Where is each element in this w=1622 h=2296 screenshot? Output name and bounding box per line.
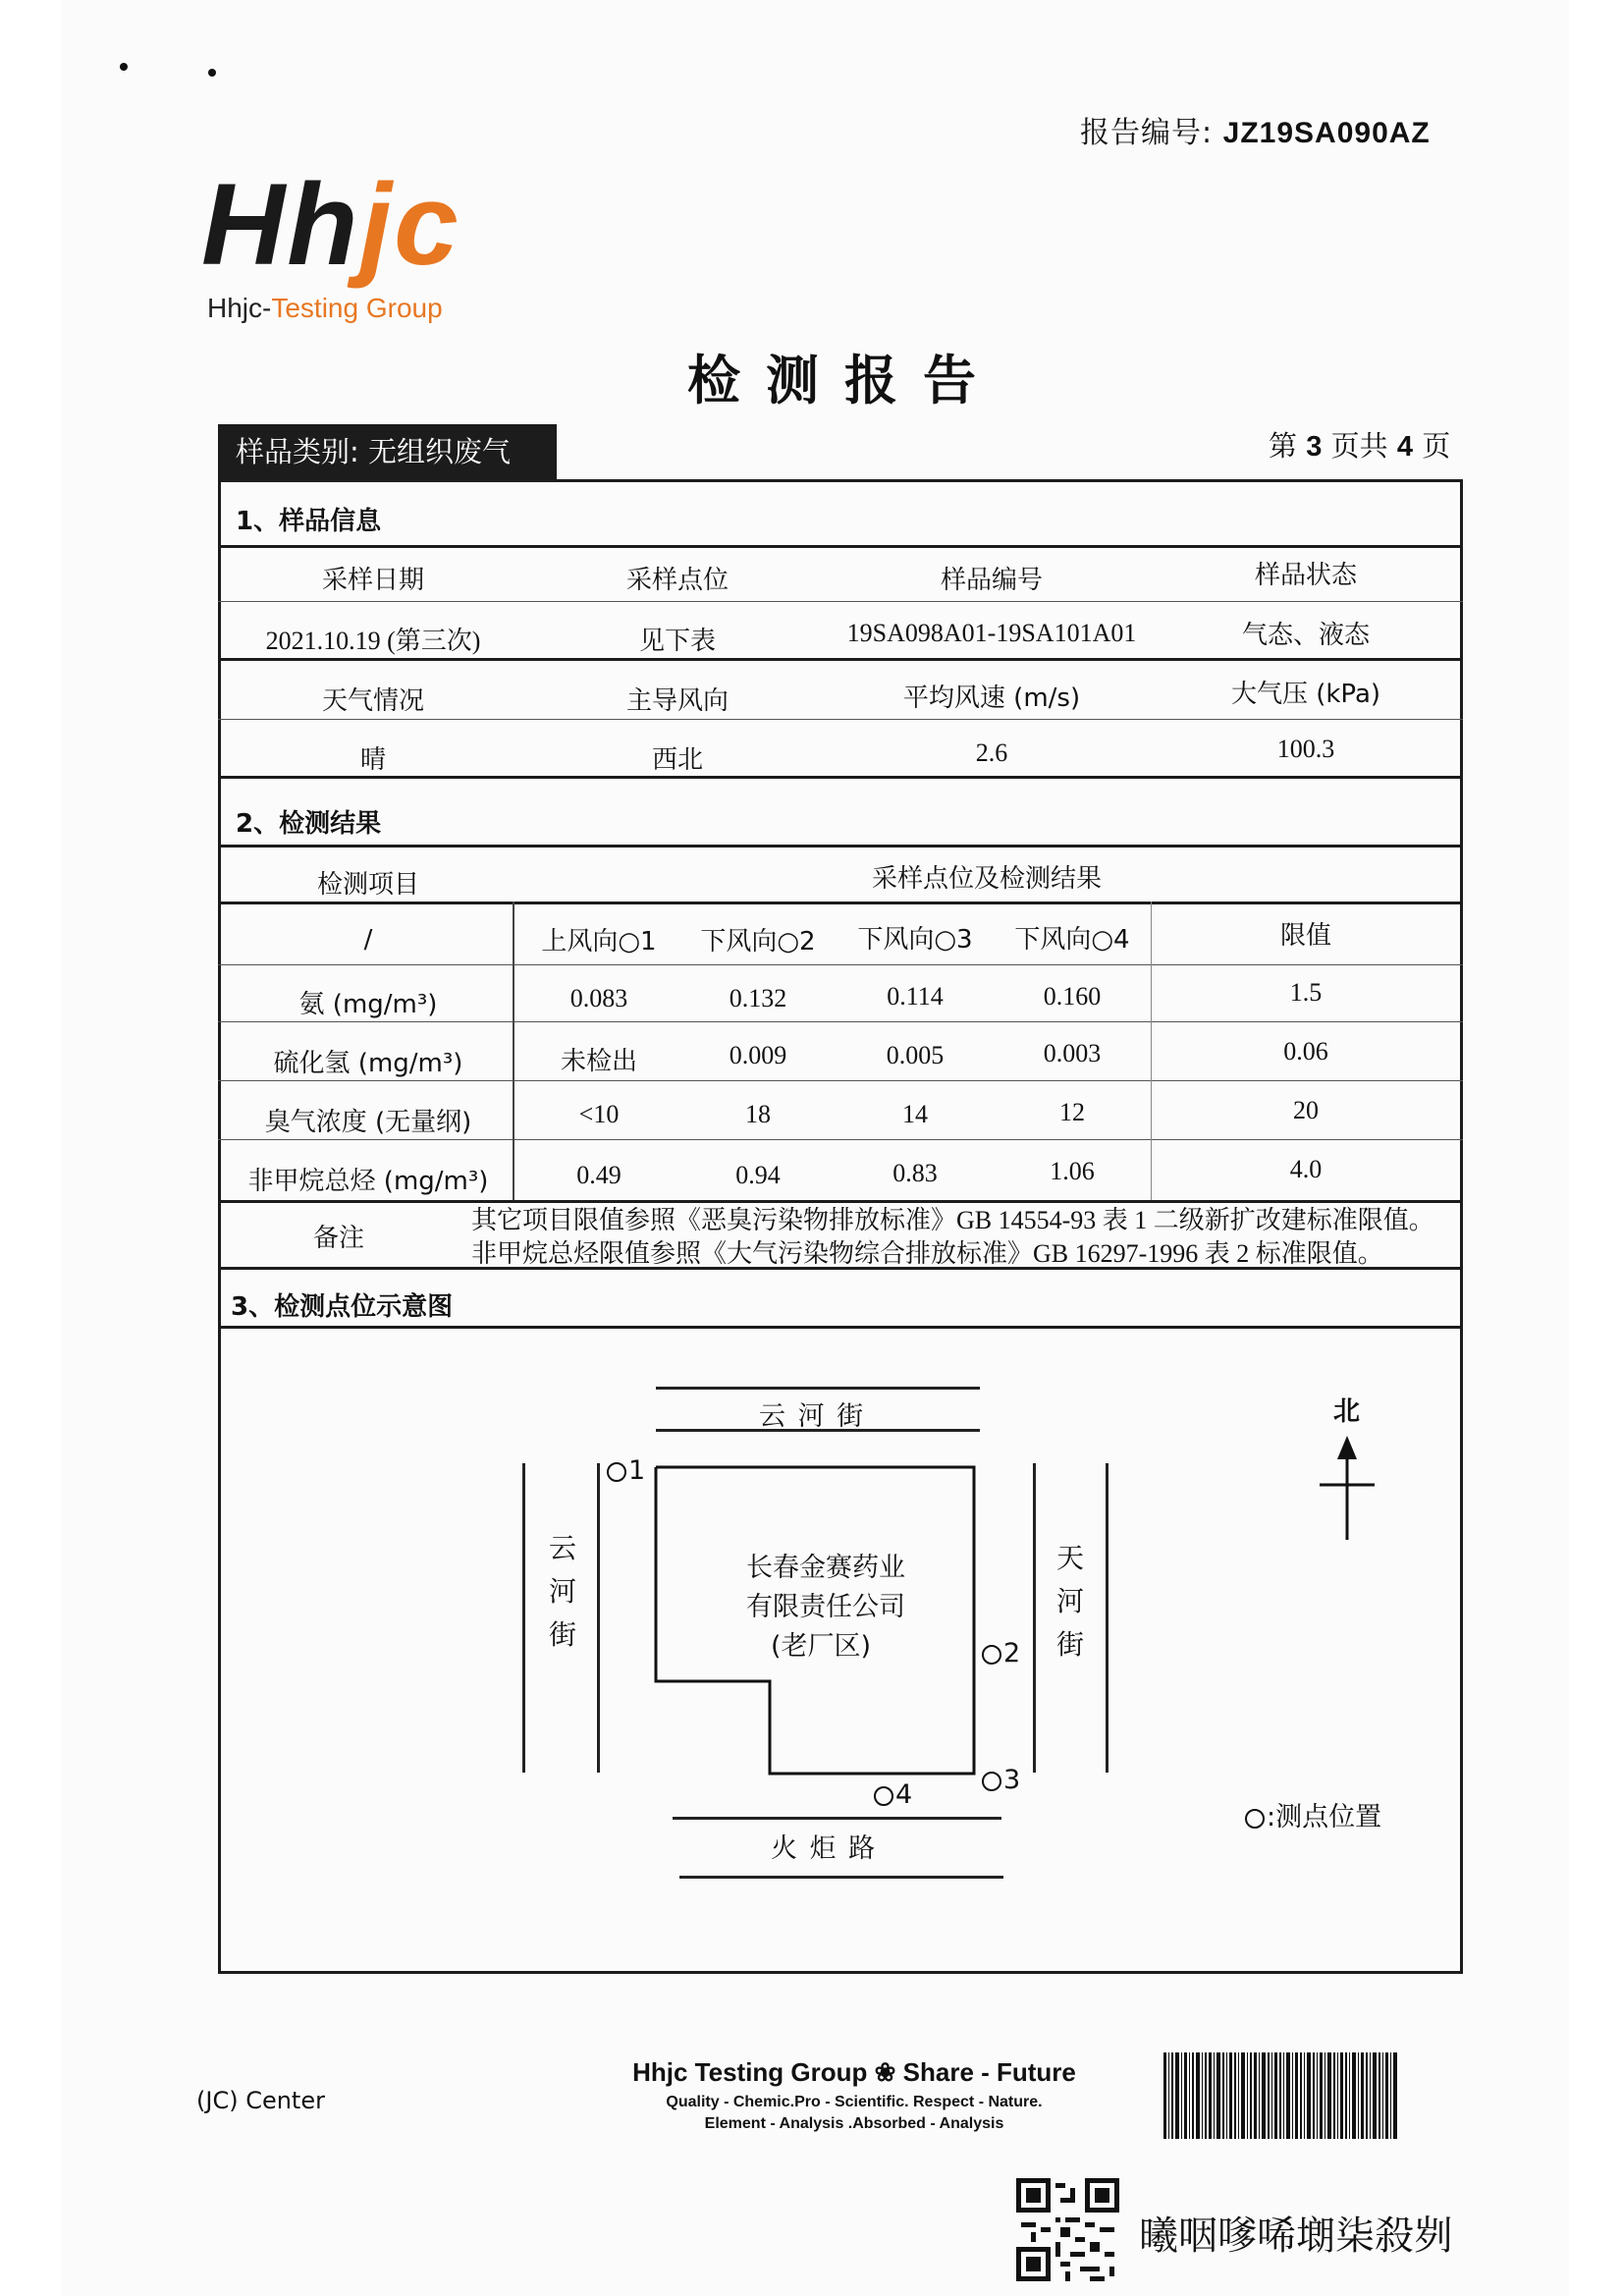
speck bbox=[120, 63, 128, 71]
road-line bbox=[1106, 1463, 1108, 1773]
row-value: 18 bbox=[745, 1100, 771, 1128]
header-wind-speed: 平均风速 (m/s) bbox=[902, 683, 1081, 713]
page-text: 页 bbox=[1422, 429, 1451, 463]
logo-letters-accent: jc bbox=[359, 160, 460, 290]
point-label: 4 bbox=[895, 1779, 913, 1810]
point-circle-icon bbox=[982, 1772, 1001, 1791]
subheader-point-2: 下风向○2 bbox=[700, 927, 816, 957]
subheader-point-4: 下风向○4 bbox=[1014, 925, 1130, 955]
road-line bbox=[597, 1463, 600, 1773]
road-char: 街 bbox=[1055, 1628, 1084, 1661]
row-value: 12 bbox=[1059, 1098, 1085, 1126]
report-number bbox=[1080, 108, 1431, 151]
value-sampling-site: 见下表 bbox=[638, 627, 716, 656]
header-pressure: 大气压 (kPa) bbox=[1230, 680, 1381, 709]
point-1-marker bbox=[607, 1455, 645, 1486]
remark-line-1: 其它项目限值参照《恶臭污染物排放标准》GB 14554-93 表 1 二级新扩改建标准限值。 bbox=[471, 1206, 1434, 1234]
report-number-label: 报告编号: bbox=[1080, 116, 1214, 150]
point-circle-icon bbox=[607, 1462, 626, 1482]
divider bbox=[218, 1139, 1463, 1140]
row-value: 0.114 bbox=[887, 982, 944, 1011]
header-wind-direction: 主导风向 bbox=[625, 686, 729, 716]
row-value: 0.160 bbox=[1043, 982, 1102, 1011]
remark-line-2: 非甲烷总烃限值参照《大气污染物综合排放标准》GB 16297-1996 表 2 标准限值。 bbox=[471, 1239, 1383, 1268]
row-limit: 1.5 bbox=[1289, 978, 1323, 1007]
divider bbox=[218, 601, 1463, 602]
legend bbox=[1245, 1795, 1381, 1833]
page-total: 4 bbox=[1396, 431, 1413, 463]
value-sampling-date: 2021.10.19 (第三次) bbox=[265, 627, 481, 655]
header-weather: 天气情况 bbox=[321, 686, 424, 716]
logo-letters: Hh bbox=[201, 160, 360, 290]
value-sample-state: 气态、液态 bbox=[1241, 621, 1370, 650]
row-value: 0.083 bbox=[569, 984, 628, 1012]
point-2-marker bbox=[982, 1638, 1020, 1668]
header-site-results: 采样点位及检测结果 bbox=[871, 864, 1102, 894]
point-label: 2 bbox=[1003, 1638, 1021, 1668]
row-value: 未检出 bbox=[560, 1047, 637, 1076]
subheader-point-1: 上风向○1 bbox=[541, 927, 657, 957]
road-char: 街 bbox=[548, 1618, 576, 1651]
header-sample-id: 样品编号 bbox=[940, 566, 1043, 595]
divider bbox=[218, 658, 1463, 661]
row-limit: 4.0 bbox=[1289, 1155, 1323, 1183]
north-label: 北 bbox=[1333, 1396, 1360, 1427]
road-label-right bbox=[1054, 1537, 1087, 1667]
column-divider bbox=[513, 902, 514, 1200]
divider bbox=[218, 1326, 1463, 1329]
row-value: 0.94 bbox=[735, 1161, 781, 1189]
section-2-heading: 2、检测结果 bbox=[236, 809, 382, 839]
footer-center-label: (JC) Center bbox=[196, 2087, 325, 2114]
legend-circle-icon bbox=[1245, 1809, 1265, 1829]
company-line-3: (老厂区) bbox=[771, 1631, 872, 1662]
point-circle-icon bbox=[982, 1645, 1001, 1665]
column-divider bbox=[1151, 902, 1152, 1200]
road-label-bottom: 火 炬 路 bbox=[771, 1833, 878, 1864]
logo-subtitle-accent: Testing Group bbox=[271, 293, 443, 323]
row-item: 硫化氢 (mg/m³) bbox=[273, 1049, 463, 1078]
footer-slogan-2: Element - Analysis .Absorbed - Analysis bbox=[704, 2115, 1004, 2132]
road-char: 河 bbox=[1055, 1585, 1084, 1617]
company-line-2: 有限责任公司 bbox=[746, 1592, 905, 1622]
section-3-heading: 3、检测点位示意图 bbox=[231, 1292, 454, 1322]
barcode-icon bbox=[1163, 2052, 1399, 2139]
road-char: 天 bbox=[1055, 1542, 1084, 1574]
legend-text: :测点位置 bbox=[1267, 1802, 1382, 1832]
value-wind-speed: 2.6 bbox=[975, 738, 1008, 767]
row-item: 氨 (mg/m³) bbox=[298, 990, 438, 1019]
row-value: <10 bbox=[578, 1100, 620, 1128]
qr-code-icon bbox=[1016, 2178, 1119, 2281]
point-label: 1 bbox=[628, 1455, 646, 1486]
divider bbox=[218, 1080, 1463, 1081]
page-current: 3 bbox=[1306, 431, 1323, 463]
road-label-top: 云 河 街 bbox=[759, 1401, 866, 1432]
value-sample-id: 19SA098A01-19SA101A01 bbox=[846, 619, 1137, 647]
divider bbox=[218, 1021, 1463, 1022]
row-item: 非甲烷总烃 (mg/m³) bbox=[247, 1167, 489, 1196]
company-line-1: 长春金赛药业 bbox=[746, 1553, 905, 1583]
remark-label: 备注 bbox=[312, 1224, 364, 1253]
value-pressure: 100.3 bbox=[1276, 735, 1335, 763]
row-value: 14 bbox=[902, 1100, 928, 1128]
row-item: 臭气浓度 (无量纲) bbox=[264, 1108, 472, 1137]
divider bbox=[218, 902, 1463, 904]
divider bbox=[218, 776, 1463, 779]
header-sampling-date: 采样日期 bbox=[321, 566, 424, 595]
road-line bbox=[656, 1387, 980, 1390]
sample-category: 样品类别: 无组织废气 bbox=[218, 424, 557, 479]
divider bbox=[218, 719, 1463, 720]
value-wind-direction: 西北 bbox=[651, 745, 703, 775]
road-line bbox=[679, 1876, 1003, 1879]
row-value: 0.003 bbox=[1043, 1039, 1102, 1067]
footer-brand-block bbox=[628, 2057, 1080, 2135]
road-char: 河 bbox=[548, 1575, 576, 1608]
footer-garbled-text: 曦咽嗲唏㙟柒殺刿 bbox=[1139, 2214, 1453, 2259]
row-value: 1.06 bbox=[1050, 1157, 1095, 1185]
section-1-heading: 1、样品信息 bbox=[236, 507, 382, 536]
road-label-left bbox=[546, 1527, 579, 1657]
row-value: 0.009 bbox=[729, 1041, 787, 1069]
subheader-limit: 限值 bbox=[1279, 921, 1331, 951]
header-test-item: 检测项目 bbox=[316, 870, 419, 900]
report-number-value: JZ19SA090AZ bbox=[1222, 117, 1431, 149]
north-arrow-icon bbox=[1316, 1434, 1379, 1542]
row-value: 0.49 bbox=[576, 1161, 622, 1189]
subheader-point-3: 下风向○3 bbox=[857, 925, 973, 955]
row-value: 0.132 bbox=[729, 984, 787, 1012]
row-value: 0.83 bbox=[892, 1159, 938, 1187]
road-line bbox=[1033, 1463, 1036, 1773]
footer-slogan-1: Quality - Chemic.Pro - Scientific. Respect - Nature. bbox=[666, 2094, 1043, 2110]
divider bbox=[218, 545, 1463, 548]
row-value: 0.005 bbox=[886, 1041, 945, 1069]
road-char: 云 bbox=[548, 1532, 576, 1564]
point-label: 3 bbox=[1003, 1765, 1021, 1795]
header-sample-state: 样品状态 bbox=[1254, 561, 1357, 590]
header-sampling-site: 采样点位 bbox=[625, 566, 729, 595]
point-4-marker bbox=[874, 1779, 912, 1810]
point-3-marker bbox=[982, 1765, 1020, 1795]
point-circle-icon bbox=[874, 1786, 893, 1806]
hhjc-logo bbox=[201, 160, 496, 334]
row-limit: 0.06 bbox=[1283, 1037, 1328, 1066]
road-line bbox=[522, 1463, 525, 1773]
speck bbox=[208, 69, 216, 77]
subheader-slash: / bbox=[363, 925, 373, 955]
road-line bbox=[673, 1817, 1001, 1820]
document-title: 检测报告 bbox=[687, 350, 1001, 411]
logo-subtitle: Hhjc- bbox=[207, 293, 272, 323]
page-indicator bbox=[1269, 424, 1450, 465]
footer-brand: Hhjc Testing Group ❀ Share - Future bbox=[632, 2057, 1076, 2087]
page-text: 页共 bbox=[1330, 429, 1388, 463]
page-text: 第 bbox=[1269, 429, 1298, 463]
value-weather: 晴 bbox=[359, 745, 386, 775]
row-limit: 20 bbox=[1293, 1096, 1319, 1124]
divider bbox=[218, 964, 1463, 965]
divider bbox=[218, 845, 1463, 847]
